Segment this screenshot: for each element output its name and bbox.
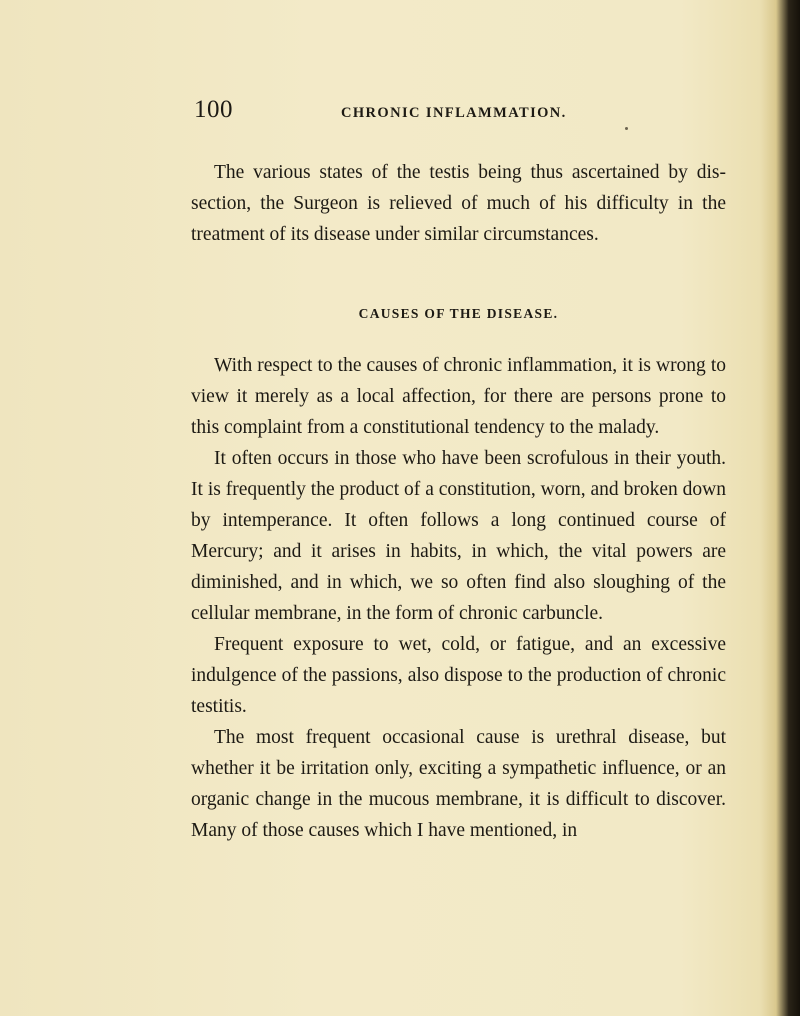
page-number: 100: [194, 96, 233, 123]
paragraph-exposure: Frequent exposure to wet, cold, or fatigue, and an excessive indulgence of the passions, also dispose to the production of chronic testitis.: [191, 634, 726, 717]
intro-text-block: [191, 157, 726, 250]
running-title: CHRONIC INFLAMMATION.: [341, 105, 567, 121]
paragraph-occasional-cause: The most frequent occasional cause is urethral disease, but whether it be irritation only, exciting a sympathetic influence, or an organic change in the mucous membrane, it is difficult to discover. Many of those causes which I have mentioned, in: [191, 727, 726, 841]
intro-paragraph: The various states of the testis being thus ascertained by dissection, the Surgeon is relieved of much of his difficulty in the treatment of its disease under similar circumstances.: [191, 162, 726, 245]
paragraph-constitutional: With respect to the causes of chronic inflammation, it is wrong to view it merely as a local affection, for there are persons prone to this complaint from a constitutional tendency to the malady.: [191, 355, 726, 438]
section-text-block: [191, 350, 726, 846]
print-speck: [625, 127, 628, 130]
paragraph-scrofulous: It often occurs in those who have been scrofulous in their youth. It is frequently the product of a constitution, worn, and broken down by intemperance. It often follows a long continued course of Mercury; and it arises in habits, in which, the vital powers are diminished, and in which, we so often find also sloughing of the cellular membrane, in the form of chronic carbuncle.: [191, 448, 726, 624]
section-heading: CAUSES OF THE DISEASE.: [358, 306, 559, 321]
